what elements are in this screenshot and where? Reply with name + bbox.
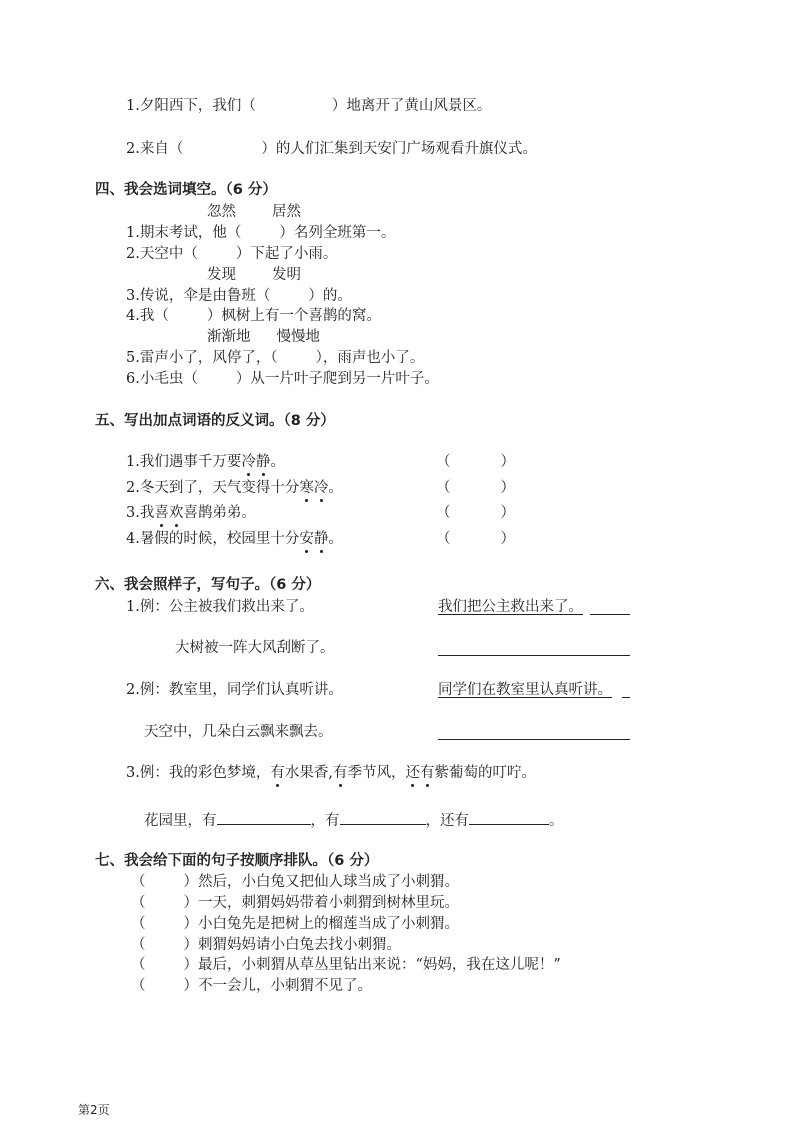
task-text: 。	[549, 813, 564, 829]
answer-underline-tail	[590, 614, 630, 615]
word-question-4	[126, 307, 381, 325]
question-text: ）的。	[308, 288, 352, 304]
antonym-question-1	[126, 453, 285, 471]
section-6-title: 六、我会照样子，写句子。（6 分）	[95, 577, 321, 593]
order-text: ）不一会儿，小刺猬不见了。	[183, 978, 372, 994]
question-text: ），雨声也小了。	[315, 350, 425, 366]
question-text: ）枫树上有一个喜鹊的窝。	[206, 308, 381, 324]
dotted-char: 安	[299, 531, 314, 547]
antonym-answer-1[interactable]	[436, 453, 515, 471]
example-text: 水果香,	[284, 765, 333, 781]
order-text: ）一天，刺猬妈妈带着小刺猬到树林里玩。	[183, 895, 459, 911]
question-text: 1.夕阳西下，我们（	[126, 98, 256, 114]
question-text: 5.雷声小了，风停了，（	[126, 350, 278, 366]
fill-question-2	[126, 140, 537, 158]
task-sentence-2: 天空中，几朵白云飘来飘去。	[144, 724, 333, 740]
task-sentence-1: 大树被一阵大风刮断了。	[175, 640, 335, 656]
example-text: 紫葡萄的叮咛。	[434, 765, 536, 781]
question-text: ）地离开了黄山风景区。	[331, 98, 492, 114]
example-sentence-3	[126, 764, 536, 782]
word-option: 忽然	[207, 204, 236, 220]
paren: （	[436, 480, 451, 496]
order-item-3	[131, 915, 459, 933]
antonym-answer-4[interactable]	[436, 530, 515, 548]
paren: （	[436, 531, 451, 547]
word-option: 慢慢地	[276, 329, 320, 345]
question-text: 2.来自（	[126, 141, 184, 157]
order-item-6	[131, 977, 372, 995]
section-5-title: 五、写出加点词语的反义词。（8 分）	[95, 413, 335, 429]
word-option: 发现	[207, 267, 236, 283]
paren: （	[131, 937, 146, 953]
task-sentence-3	[144, 810, 564, 830]
order-item-5	[131, 956, 561, 974]
dotted-char: 有	[270, 765, 285, 781]
order-text: ）小白兔先是把树上的榴莲当成了小刺猬。	[183, 916, 459, 932]
paren: （	[436, 454, 451, 470]
task-text: ，有	[310, 813, 340, 829]
paren: （	[131, 916, 146, 932]
example-answer-1: 我们把公主救出来了。	[438, 599, 583, 615]
antonym-question-3	[126, 504, 256, 522]
word-choice-group-1	[207, 203, 301, 221]
antonym-answer-2[interactable]	[436, 479, 515, 497]
answer-line-1[interactable]	[438, 655, 630, 656]
question-text: ）的人们汇集到天安门广场观看升旗仪式。	[261, 141, 537, 157]
answer-underline-tail	[622, 697, 630, 698]
antonym-answer-3[interactable]	[436, 504, 515, 522]
order-text: ）最后，小刺猬从草丛里钻出来说：“妈妈，我在这儿呢！”	[183, 957, 561, 973]
question-text: ）名列全班第一。	[279, 225, 396, 241]
blank-line[interactable]	[340, 810, 426, 825]
dotted-char: 冷	[241, 454, 256, 470]
question-text: 1.我们遇事千万要	[126, 454, 242, 470]
question-text: 3.我	[126, 505, 155, 521]
example-sentence-2: 2.例：教室里，同学们认真听讲。	[126, 682, 343, 698]
question-text: 。	[328, 531, 343, 547]
question-text: 2.冬天到了，天气变得十分	[126, 480, 300, 496]
question-text: 。	[328, 480, 343, 496]
order-text: ）然后，小白兔又把仙人球当成了小刺猬。	[183, 874, 459, 890]
task-text: ，还有	[425, 813, 469, 829]
antonym-question-2	[126, 479, 343, 497]
paren: （	[131, 874, 146, 890]
question-text: 1.期末考试，他（	[126, 225, 242, 241]
section-4-title: 四、我会选词填空。（6 分）	[95, 182, 277, 198]
paren: （	[436, 505, 451, 521]
word-option: 渐渐地	[207, 329, 251, 345]
question-text: ）下起了小雨。	[235, 246, 338, 262]
example-answer-2: 同学们在教室里认真听讲。	[438, 682, 612, 698]
question-text: ）从一片叶子爬到另一片叶子。	[235, 371, 439, 387]
blank-line[interactable]	[217, 810, 311, 825]
paren: （	[131, 957, 146, 973]
paren: （	[131, 978, 146, 994]
dotted-char: 静	[255, 454, 271, 470]
word-choice-group-2	[207, 266, 301, 284]
word-question-1	[126, 224, 395, 242]
word-question-2	[126, 245, 337, 263]
word-question-3	[126, 287, 352, 305]
word-question-5	[126, 349, 424, 367]
question-text: 3.传说，伞是由鲁班（	[126, 288, 271, 304]
question-text: 4.暑假的时候，校园里十分	[126, 531, 300, 547]
paren: ）	[500, 531, 515, 547]
dotted-char: 有	[419, 765, 435, 781]
paren: ）	[500, 505, 515, 521]
question-text: 。	[270, 454, 285, 470]
dotted-char: 喜	[154, 505, 169, 521]
dotted-char: 还	[405, 765, 420, 781]
order-item-1	[131, 873, 459, 891]
question-text: 6.小毛虫（	[126, 371, 198, 387]
example-text: 季节风，	[347, 765, 406, 781]
page-number: 第2页	[78, 1103, 110, 1117]
dotted-char: 欢	[168, 505, 184, 521]
answer-line-2[interactable]	[438, 739, 630, 740]
antonym-question-4	[126, 530, 343, 548]
example-text: 3.例：我的彩色梦境，	[126, 765, 271, 781]
word-question-6	[126, 370, 439, 388]
order-text: ）刺猬妈妈请小白兔去找小刺猬。	[183, 937, 401, 953]
paren: ）	[500, 480, 515, 496]
example-sentence-1: 1.例：公主被我们救出来了。	[126, 599, 314, 615]
dotted-char: 寒	[299, 480, 314, 496]
word-choice-group-3	[207, 328, 320, 346]
dotted-char: 冷	[313, 480, 329, 496]
paren: （	[131, 895, 146, 911]
fill-question-1	[126, 97, 491, 115]
word-option: 居然	[272, 204, 301, 220]
paren: ）	[500, 454, 515, 470]
order-item-4	[131, 936, 401, 954]
question-text: 4.我（	[126, 308, 169, 324]
question-text: 2.天空中（	[126, 246, 198, 262]
dotted-char: 静	[313, 531, 329, 547]
word-option: 发明	[272, 267, 301, 283]
order-item-2	[131, 894, 459, 912]
section-7-title: 七、我会给下面的句子按顺序排队。（6 分）	[95, 853, 379, 869]
question-text: 喜鹊弟弟。	[183, 505, 256, 521]
dotted-char: 有	[332, 765, 348, 781]
task-text: 花园里，有	[144, 813, 217, 829]
blank-line[interactable]	[469, 810, 549, 825]
